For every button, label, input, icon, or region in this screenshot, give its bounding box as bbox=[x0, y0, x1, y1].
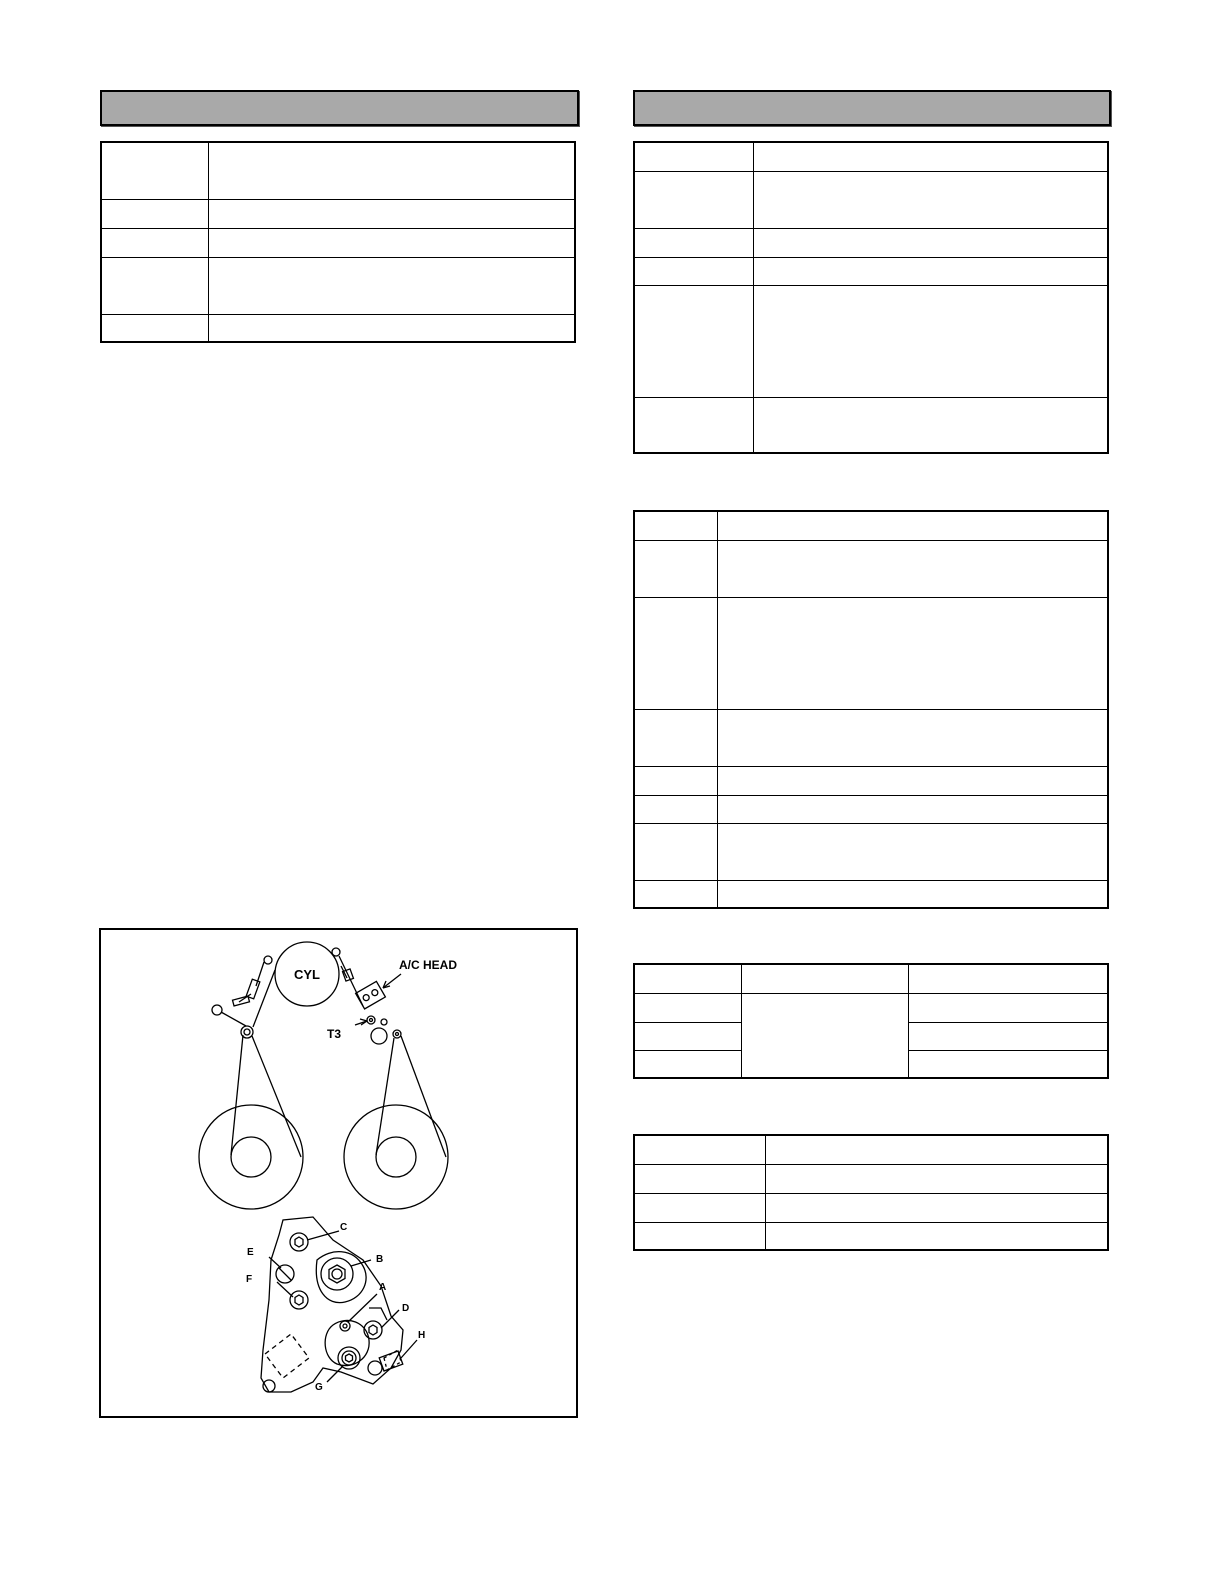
cyl-label: CYL bbox=[294, 967, 320, 982]
label-e: E bbox=[247, 1247, 254, 1258]
t3-guide bbox=[367, 1016, 375, 1024]
supply-reel bbox=[199, 1105, 303, 1209]
right-section-header bbox=[633, 90, 1111, 126]
label-a: A bbox=[379, 1282, 387, 1293]
table-row bbox=[634, 795, 1108, 823]
right-spec-table-2 bbox=[633, 510, 1109, 909]
table-row bbox=[101, 228, 575, 257]
table-row bbox=[634, 1164, 1108, 1193]
pinch-roller bbox=[371, 1028, 387, 1044]
table-row bbox=[634, 709, 1108, 766]
table-row bbox=[634, 511, 1108, 540]
table-row bbox=[634, 880, 1108, 908]
table-row bbox=[634, 397, 1108, 453]
label-c: C bbox=[340, 1222, 348, 1233]
supply-reel-hub bbox=[231, 1137, 271, 1177]
table-row bbox=[634, 597, 1108, 709]
label-g: G bbox=[315, 1382, 323, 1393]
table-row bbox=[634, 171, 1108, 228]
label-b: B bbox=[376, 1254, 384, 1265]
table-row bbox=[101, 314, 575, 342]
ac-head-label: A/C HEAD bbox=[399, 958, 458, 972]
right-spec-table-1 bbox=[633, 141, 1109, 454]
screw-h-head bbox=[368, 1361, 382, 1375]
screw-d bbox=[364, 1321, 382, 1339]
guide-post bbox=[212, 1005, 222, 1015]
table-row bbox=[634, 540, 1108, 597]
table-row bbox=[634, 142, 1108, 171]
right-spec-table-4 bbox=[633, 1134, 1109, 1251]
table-row bbox=[101, 257, 575, 314]
screw-f bbox=[290, 1291, 308, 1309]
left-section-header bbox=[100, 90, 579, 126]
nut-b bbox=[321, 1258, 353, 1290]
tape-path-diagram bbox=[101, 930, 576, 1416]
table-row bbox=[634, 823, 1108, 880]
label-d: D bbox=[402, 1303, 410, 1314]
table-row bbox=[634, 766, 1108, 795]
table-row bbox=[634, 228, 1108, 257]
table-row bbox=[634, 1193, 1108, 1222]
table-row bbox=[101, 142, 575, 199]
label-h: H bbox=[418, 1330, 426, 1341]
table-row bbox=[634, 285, 1108, 397]
table-row bbox=[634, 1135, 1108, 1164]
guide-post bbox=[264, 956, 272, 964]
takeup-reel-hub bbox=[376, 1137, 416, 1177]
screw-c bbox=[290, 1233, 308, 1251]
table-row bbox=[634, 964, 1108, 993]
left-spec-table bbox=[100, 141, 576, 343]
table-row bbox=[634, 993, 1108, 1022]
screw-a bbox=[340, 1321, 350, 1331]
label-f: F bbox=[246, 1274, 253, 1285]
table-row bbox=[634, 257, 1108, 285]
table-row bbox=[101, 199, 575, 228]
table-row bbox=[634, 1222, 1108, 1250]
guide-post bbox=[393, 1030, 401, 1038]
merged-cell bbox=[742, 993, 909, 1078]
guide-post bbox=[332, 948, 340, 956]
ac-head bbox=[356, 981, 386, 1009]
t3-label: T3 bbox=[327, 1027, 342, 1041]
tape-path-figure bbox=[99, 928, 578, 1418]
right-spec-table-3 bbox=[633, 963, 1109, 1079]
